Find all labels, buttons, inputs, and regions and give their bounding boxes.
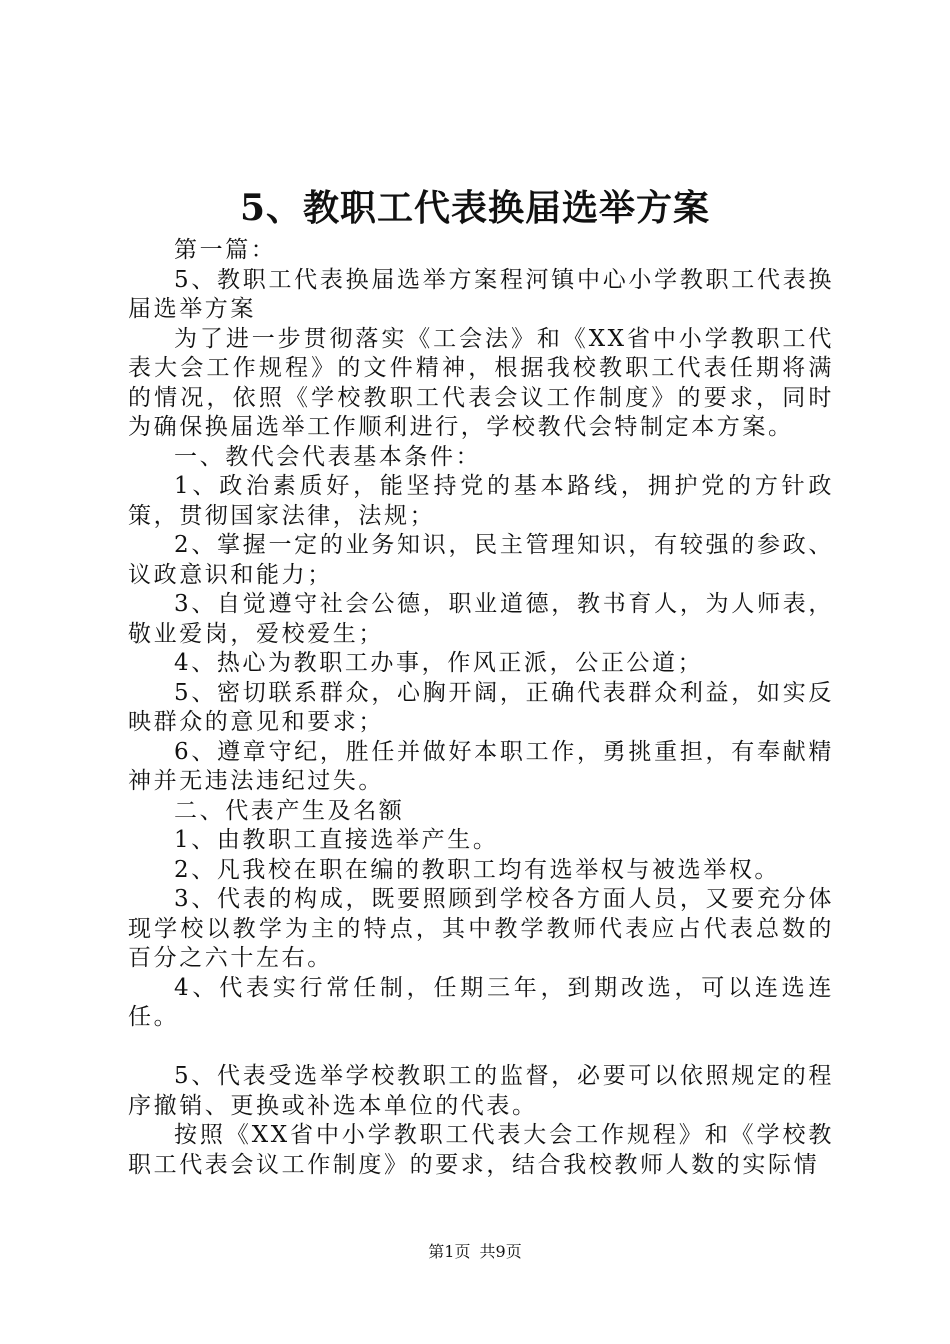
paragraph-quota: 按照《XX省中小学教职工代表大会工作规程》和《学校教职工代表会议工作制度》的要求，结合我校教师人数的实际情 — [128, 1122, 834, 1178]
list-item-rule-5: 5、代表受选举学校教职工的监督，必要可以依照规定的程序撤销、更换或补选本单位的代表。 — [128, 1063, 834, 1119]
document-body — [128, 236, 834, 1180]
page-total: 共9页 — [479, 1242, 522, 1261]
list-item-condition-6: 6、遵章守纪，胜任并做好本职工作，勇挑重担，有奉献精神并无违法违纪过失。 — [128, 738, 834, 794]
blank-line — [128, 1033, 834, 1063]
page-number: 第1页 — [428, 1242, 471, 1261]
heading-basic-conditions: 一、教代会代表基本条件： — [174, 443, 482, 470]
heading-representatives: 二、代表产生及名额 — [174, 797, 405, 824]
list-item-rule-2: 2、凡我校在职在编的教职工均有选举权与被选举权。 — [174, 856, 781, 883]
list-item-rule-3: 3、代表的构成，既要照顾到学校各方面人员，又要充分体现学校以教学为主的特点，其中教学教师代表应占代表总数的百分之六十左右。 — [128, 886, 834, 971]
list-item-condition-2: 2、掌握一定的业务知识，民主管理知识，有较强的参政、议政意识和能力； — [128, 532, 834, 588]
page-footer — [0, 1240, 950, 1264]
list-item-condition-3: 3、自觉遵守社会公德，职业道德，教书育人，为人师表，敬业爱岗，爱校爱生； — [128, 591, 834, 647]
paragraph-section-label: 第一篇： — [174, 237, 277, 263]
list-item-condition-5: 5、密切联系群众，心胸开阔，正确代表群众利益，如实反映群众的意见和要求； — [128, 679, 834, 735]
list-item-rule-4: 4、代表实行常任制，任期三年，到期改选，可以连选连任。 — [128, 974, 834, 1030]
document-title: 5、教职工代表换届选举方案 — [239, 187, 711, 229]
paragraph-subtitle: 5、教职工代表换届选举方案程河镇中心小学教职工代表换届选举方案 — [128, 266, 834, 322]
list-item-rule-1: 1、由教职工直接选举产生。 — [174, 827, 499, 853]
paragraph-intro: 为了进一步贯彻落实《工会法》和《XX省中小学教职工代表大会工作规程》的文件精神，根据我校教职工代表任期将满的情况，依照《学校教职工代表会议工作制度》的要求，同时为确保换届选举工作顺利进行，学校教代会特制定本方案。 — [128, 325, 834, 440]
list-item-condition-4: 4、热心为教职工办事，作风正派，公正公道； — [174, 650, 704, 676]
list-item-condition-1: 1、政治素质好，能坚持党的基本路线，拥护党的方针政策，贯彻国家法律，法规； — [128, 473, 834, 529]
